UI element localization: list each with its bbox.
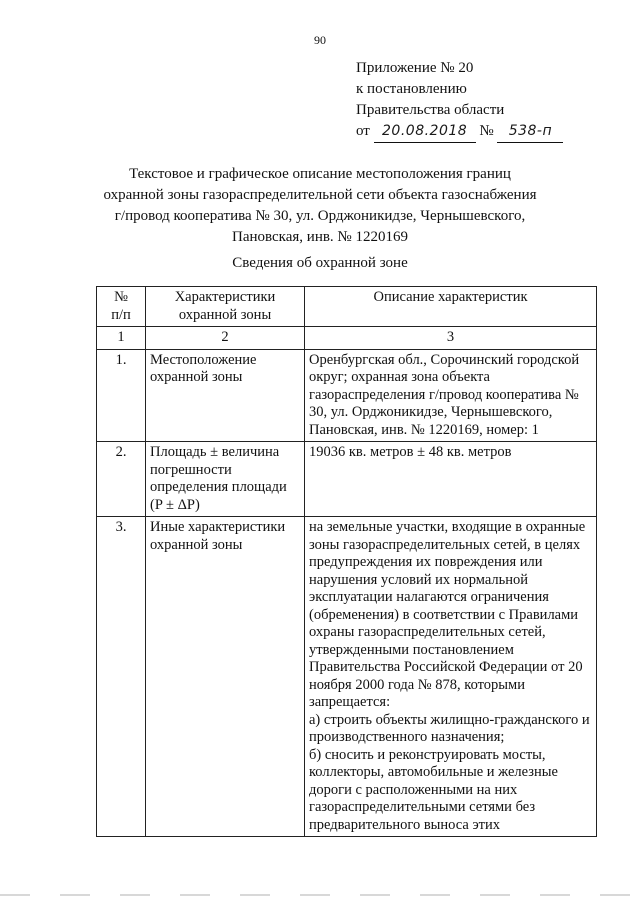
title-line-2: охранной зоны газораспределительной сети объекта газоснабжения (103, 187, 537, 203)
appendix-title: Приложение № 20 (356, 60, 474, 76)
row-number: 1. (97, 349, 146, 442)
section-subtitle: Сведения об охранной зоне (232, 255, 408, 271)
col-number-3: 3 (305, 327, 597, 350)
page-number: 90 (314, 33, 326, 47)
header-characteristic (146, 287, 305, 327)
row-description (305, 517, 597, 837)
restriction-intro: на земельные участки, входящие в охранные зоны газораспределительных сетей, в целях предупреждения их повреждения или нарушения условий их нормальной эксплуатации налагаются ограничения (обременения) в соответствии с Правилами охраны газораспределительных сетей, утвержденными постановлением Правительства Российской Федерации от 20 ноября 2000 года № 878, которыми запрещается: (309, 519, 586, 710)
date-prefix: от (356, 123, 370, 139)
table-row (97, 349, 597, 442)
title-line-1: Текстовое и графическое описание местоположения границ (129, 166, 511, 182)
appendix-header (356, 58, 563, 143)
col-number-1: 1 (97, 327, 146, 350)
document-title (60, 164, 580, 248)
header-number-line2: п/п (111, 306, 131, 323)
appendix-line3: Правительства области (356, 102, 505, 118)
header-characteristic-line1: Характеристики (174, 289, 276, 305)
row-characteristic: Площадь ± величина погрешности определения площади (P ± ΔP) (146, 442, 305, 517)
appendix-date-line (356, 121, 563, 143)
scan-artifact-divider (0, 894, 640, 896)
handwritten-number: 538-п (497, 121, 563, 143)
zone-info-table (96, 286, 597, 837)
table-row (97, 517, 597, 837)
number-prefix: № (479, 123, 494, 139)
restriction-item-b: б) сносить и реконструировать мосты, коллекторы, автомобильные и железные дороги с расположенными на них газораспределительными сетями без предварительного выноса этих (309, 746, 558, 833)
col-number-2: 2 (146, 327, 305, 350)
header-description: Описание характеристик (305, 287, 597, 327)
title-line-3: г/провод кооператива № 30, ул. Орджоникидзе, Чернышевского, (114, 208, 526, 224)
row-characteristic: Местоположение охранной зоны (146, 349, 305, 442)
table-row (97, 442, 597, 517)
appendix-line2: к постановлению (356, 81, 467, 97)
row-description: 19036 кв. метров ± 48 кв. метров (305, 442, 597, 517)
title-line-4: Пановская, инв. № 1220169 (232, 229, 408, 245)
column-number-row (97, 327, 597, 350)
header-number (97, 287, 146, 327)
row-characteristic: Иные характеристики охранной зоны (146, 517, 305, 837)
row-number: 3. (97, 517, 146, 837)
handwritten-date: 20.08.2018 (374, 121, 476, 143)
header-characteristic-line2: охранной зоны (178, 306, 272, 323)
row-description: Оренбургская обл., Сорочинский городской округ; охранная зона объекта газораспределения г/провод кооператива № 30, ул. Орджоникидзе, Чернышевского, Пановская, инв. № 1220169, номер: 1 (305, 349, 597, 442)
header-number-line1: № (114, 289, 128, 305)
table-header-row (97, 287, 597, 327)
row-number: 2. (97, 442, 146, 517)
restriction-item-a: а) строить объекты жилищно-гражданского и производственного назначения; (309, 711, 590, 745)
